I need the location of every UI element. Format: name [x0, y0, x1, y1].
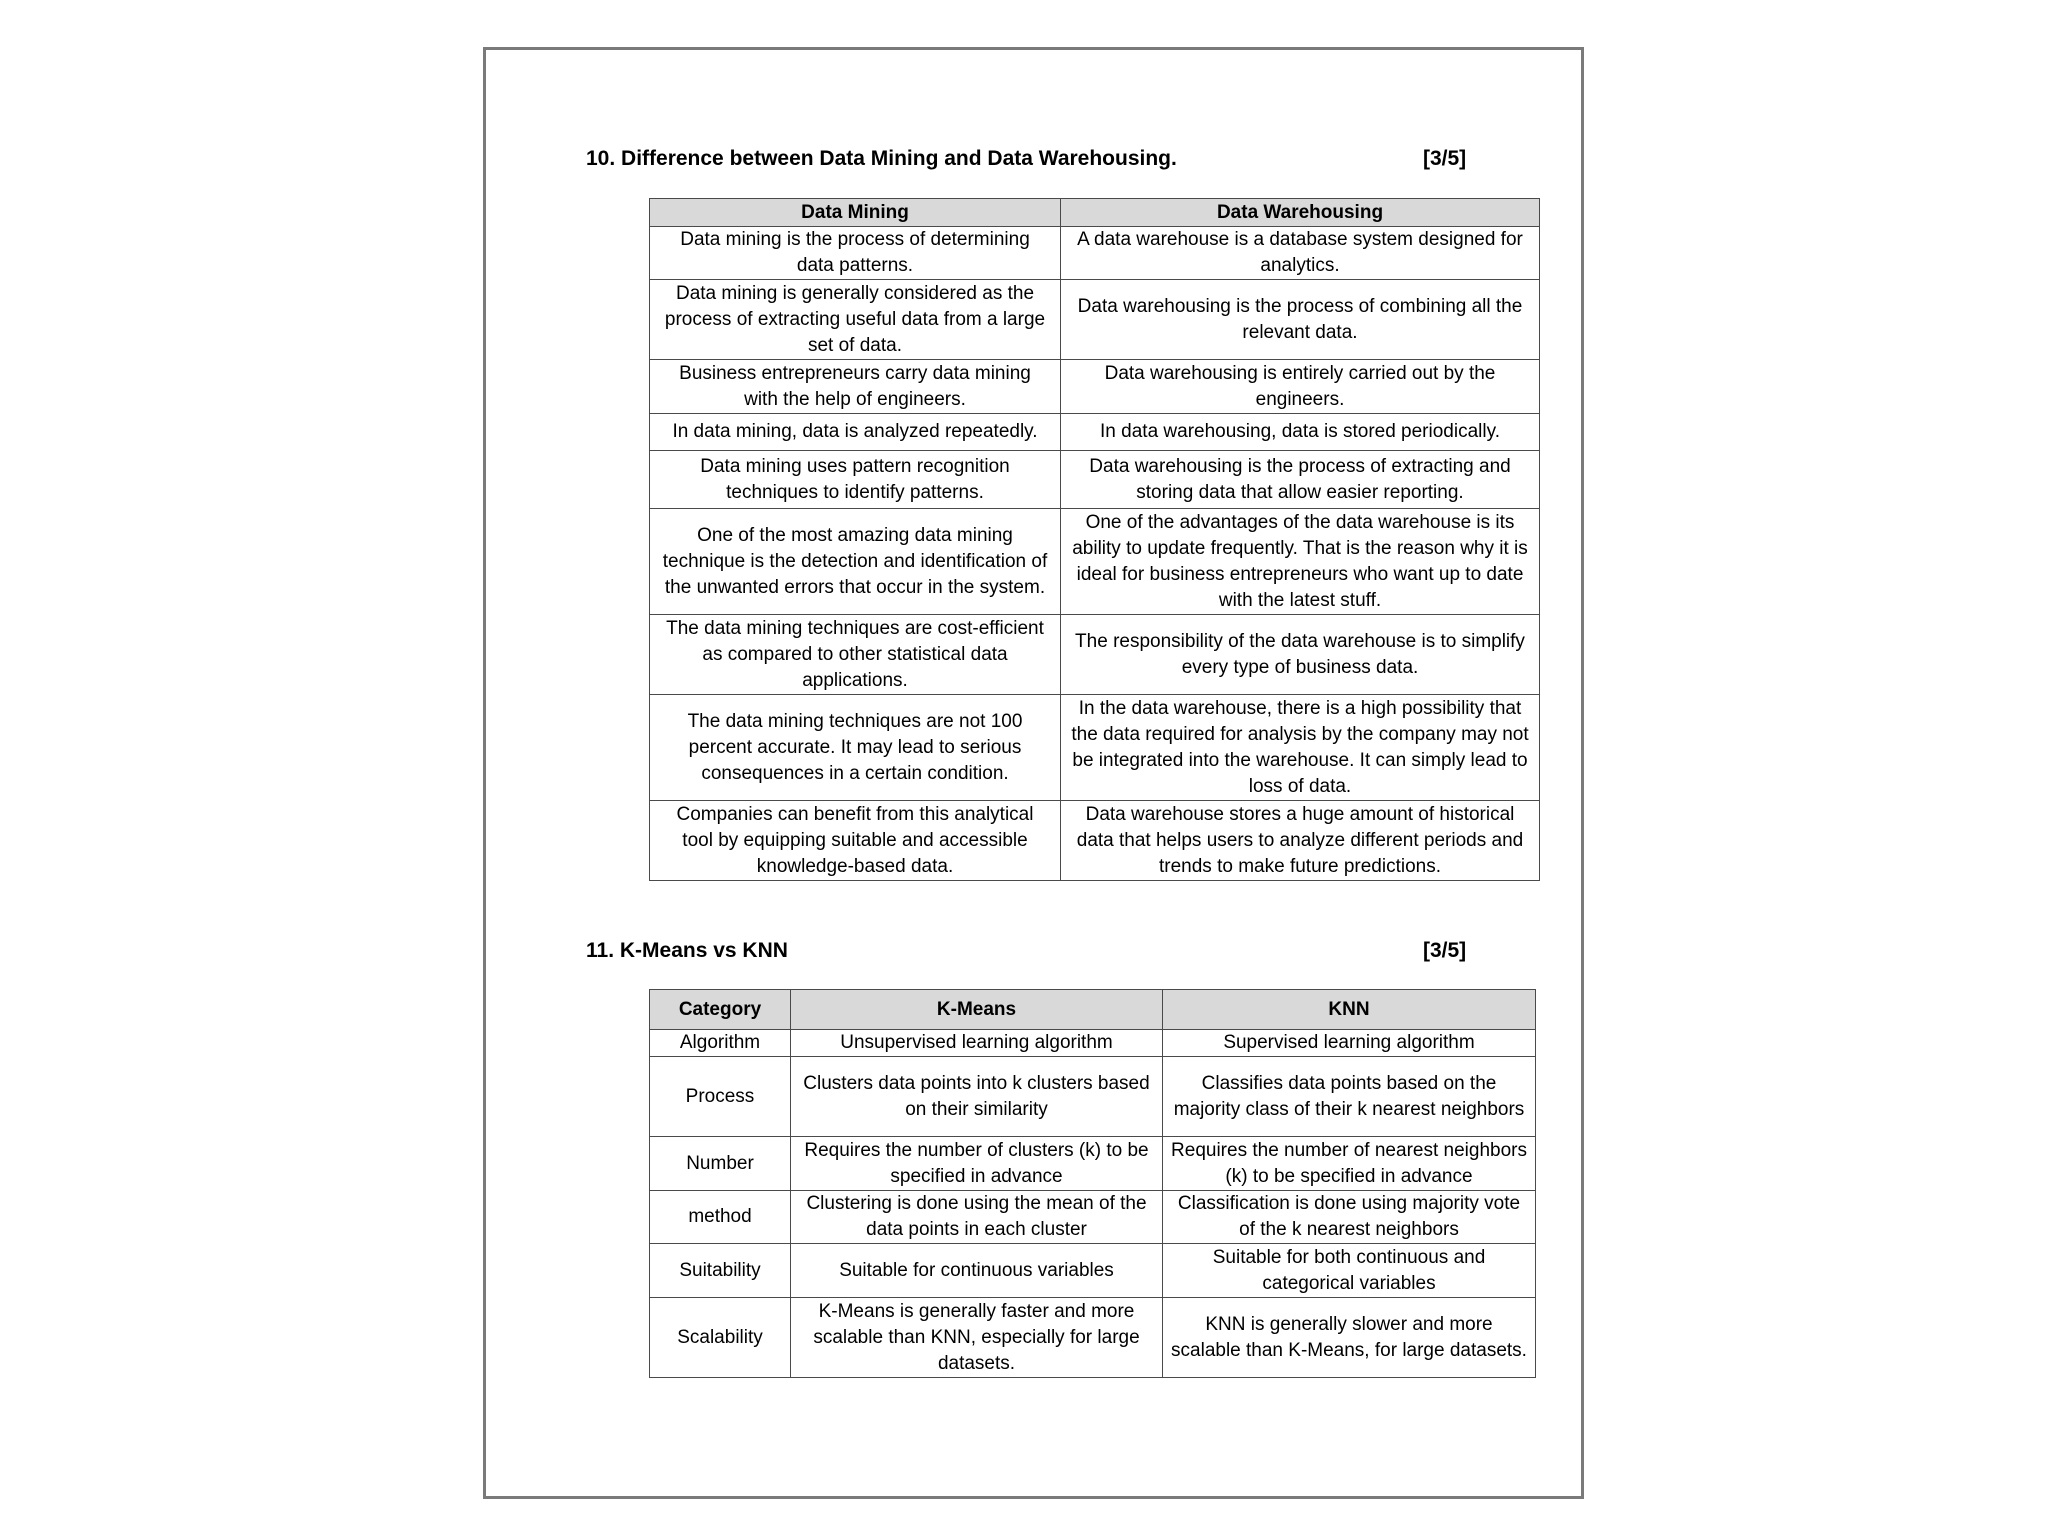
- table-cell: Data warehousing is entirely carried out by the engineers.: [1061, 360, 1540, 414]
- table-row: [650, 509, 1540, 615]
- table-cell: Process: [650, 1057, 791, 1137]
- table-cell: Clusters data points into k clusters based on their similarity: [791, 1057, 1163, 1137]
- table-row: [650, 1057, 1536, 1137]
- column-header: KNN: [1163, 990, 1536, 1030]
- table-row: [650, 227, 1540, 280]
- section-11-heading: 11. K-Means vs KNN: [586, 939, 788, 962]
- table-row: [650, 1030, 1536, 1057]
- table-cell: Requires the number of clusters (k) to be specified in advance: [791, 1137, 1163, 1191]
- table-cell: Data warehousing is the process of combining all the relevant data.: [1061, 280, 1540, 360]
- column-header: Data Mining: [650, 199, 1061, 227]
- table-cell: method: [650, 1191, 791, 1244]
- table-row: [650, 414, 1540, 451]
- table-cell: The data mining techniques are cost-efficient as compared to other statistical data applications.: [650, 615, 1061, 695]
- table-row: [650, 451, 1540, 509]
- document-page: [483, 47, 1584, 1499]
- column-header: K-Means: [791, 990, 1163, 1030]
- table-cell: In the data warehouse, there is a high possibility that the data required for analysis by the company may not be integrated into the warehouse. It can simply lead to loss of data.: [1061, 695, 1540, 801]
- table-row: [650, 801, 1540, 881]
- table-cell: The responsibility of the data warehouse is to simplify every type of business data.: [1061, 615, 1540, 695]
- table-row: [650, 360, 1540, 414]
- table-cell: Algorithm: [650, 1030, 791, 1057]
- table-cell: K-Means is generally faster and more scalable than KNN, especially for large datasets.: [791, 1298, 1163, 1378]
- table-cell: Requires the number of nearest neighbors (k) to be specified in advance: [1163, 1137, 1536, 1191]
- table-row: [650, 1244, 1536, 1298]
- column-header: Category: [650, 990, 791, 1030]
- table-cell: Number: [650, 1137, 791, 1191]
- table-row: [650, 695, 1540, 801]
- table-header-row: [650, 199, 1540, 227]
- section-10-heading: 10. Difference between Data Mining and Data Warehousing.: [586, 147, 1177, 170]
- table-cell: KNN is generally slower and more scalable than K-Means, for large datasets.: [1163, 1298, 1536, 1378]
- table-row: [650, 1191, 1536, 1244]
- table-cell: Suitability: [650, 1244, 791, 1298]
- table-row: [650, 1137, 1536, 1191]
- table-cell: One of the advantages of the data warehouse is its ability to update frequently. That is the reason why it is ideal for business entrepreneurs who want up to date with the latest stuff.: [1061, 509, 1540, 615]
- table-cell: Companies can benefit from this analytical tool by equipping suitable and accessible knowledge-based data.: [650, 801, 1061, 881]
- table-row: [650, 1298, 1536, 1378]
- table-row: [650, 615, 1540, 695]
- table-row: [650, 280, 1540, 360]
- table-header-row: [650, 990, 1536, 1030]
- table-cell: In data warehousing, data is stored periodically.: [1061, 414, 1540, 451]
- table-cell: Supervised learning algorithm: [1163, 1030, 1536, 1057]
- table-cell: Classifies data points based on the majority class of their k nearest neighbors: [1163, 1057, 1536, 1137]
- table-cell: Business entrepreneurs carry data mining with the help of engineers.: [650, 360, 1061, 414]
- table-cell: Scalability: [650, 1298, 791, 1378]
- table-cell: The data mining techniques are not 100 percent accurate. It may lead to serious consequences in a certain condition.: [650, 695, 1061, 801]
- column-header: Data Warehousing: [1061, 199, 1540, 227]
- table-cell: Suitable for both continuous and categorical variables: [1163, 1244, 1536, 1298]
- table-cell: Classification is done using majority vote of the k nearest neighbors: [1163, 1191, 1536, 1244]
- table-cell: In data mining, data is analyzed repeatedly.: [650, 414, 1061, 451]
- table-cell: Data mining is generally considered as the process of extracting useful data from a large set of data.: [650, 280, 1061, 360]
- section-10-marks: [3/5]: [1423, 147, 1467, 170]
- table-cell: Suitable for continuous variables: [791, 1244, 1163, 1298]
- table-cell: Data mining is the process of determining data patterns.: [650, 227, 1061, 280]
- table-cell: One of the most amazing data mining technique is the detection and identification of the unwanted errors that occur in the system.: [650, 509, 1061, 615]
- table-cell: Clustering is done using the mean of the data points in each cluster: [791, 1191, 1163, 1244]
- table-cell: A data warehouse is a database system designed for analytics.: [1061, 227, 1540, 280]
- section-11-marks: [3/5]: [1423, 939, 1467, 962]
- table-cell: Data warehouse stores a huge amount of historical data that helps users to analyze different periods and trends to make future predictions.: [1061, 801, 1540, 881]
- kmeans-vs-knn-table: [649, 989, 1536, 1378]
- table-cell: Data warehousing is the process of extracting and storing data that allow easier reporting.: [1061, 451, 1540, 509]
- data-mining-vs-warehousing-table: [649, 198, 1540, 881]
- table-cell: Data mining uses pattern recognition techniques to identify patterns.: [650, 451, 1061, 509]
- table-cell: Unsupervised learning algorithm: [791, 1030, 1163, 1057]
